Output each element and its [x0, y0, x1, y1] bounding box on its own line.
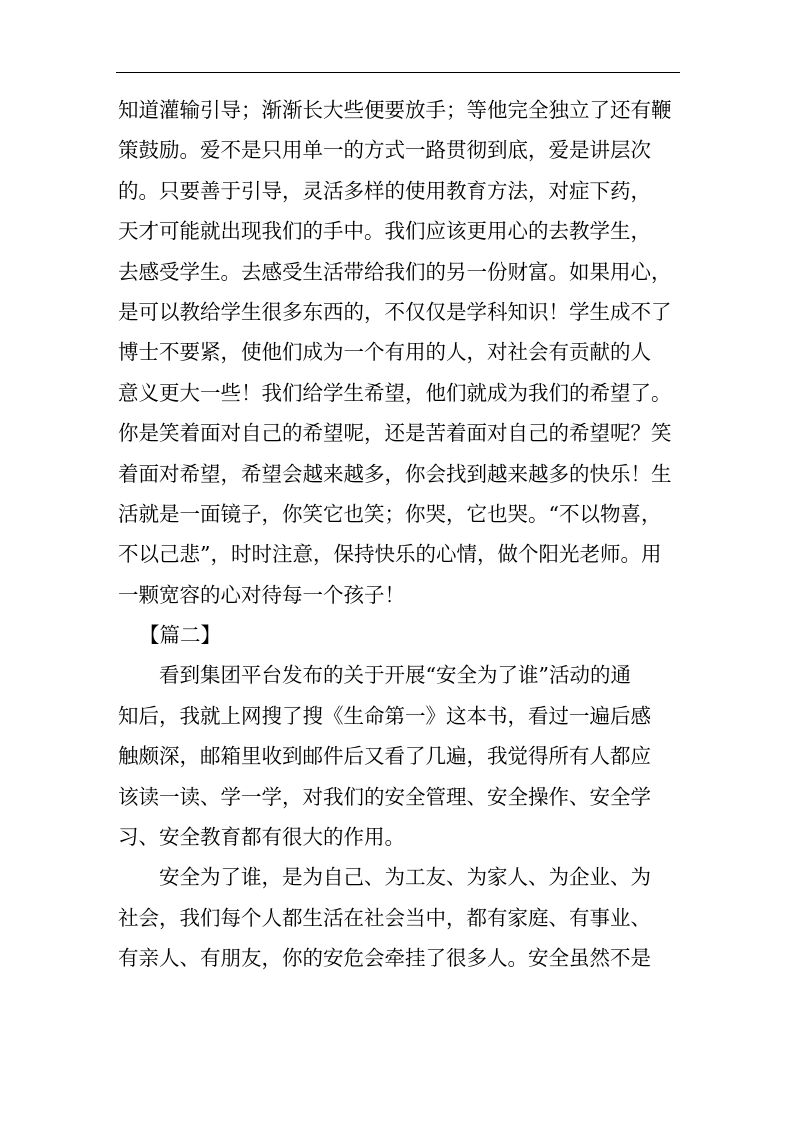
text-line: 习、安全教育都有很大的作用。 — [118, 825, 405, 850]
text-line: 的。只要善于引导，灵活多样的使用教育方法，对症下药， — [118, 178, 651, 203]
text-line: 策鼓励。爱不是只用单一的方式一路贯彻到底，爱是讲层次 — [118, 138, 651, 163]
text-line: 天才可能就出现我们的手中。我们应该更用心的去教学生， — [118, 219, 651, 244]
text-line: 一颗宽容的心对待每一个孩子！ — [118, 582, 405, 607]
text-line: 着面对希望，希望会越来越多，你会找到越来越多的快乐！生 — [118, 461, 672, 486]
text-line: 该读一读、学一学，对我们的安全管理、安全操作、安全学 — [118, 784, 651, 809]
text-line: 看到集团平台发布的关于开展“安全为了谁”活动的通 — [159, 663, 631, 688]
header-rule — [116, 72, 680, 73]
text-line: 安全为了谁，是为自己、为工友、为家人、为企业、为 — [159, 865, 651, 890]
section-heading: 【篇二】 — [139, 623, 221, 648]
document-body — [118, 90, 684, 979]
text-line: 活就是一面镜子，你笑它也笑；你哭，它也哭。“不以物喜， — [118, 501, 662, 526]
text-line: 社会，我们每个人都生活在社会当中，都有家庭、有事业、 — [118, 905, 651, 930]
text-line: 是可以教给学生很多东西的，不仅仅是学科知识！学生成不了 — [118, 299, 672, 324]
text-line: 去感受学生。去感受生活带给我们的另一份财富。如果用心， — [118, 259, 672, 284]
text-line: 知后，我就上网搜了搜《生命第一》这本书，看过一遍后感 — [118, 703, 651, 728]
text-line: 触颇深，邮箱里收到邮件后又看了几遍，我觉得所有人都应 — [118, 744, 651, 769]
text-line: 有亲人、有朋友，你的安危会牵挂了很多人。安全虽然不是 — [118, 946, 651, 971]
text-line: 你是笑着面对自己的希望呢，还是苦着面对自己的希望呢？笑 — [118, 421, 672, 446]
text-line: 知道灌输引导；渐渐长大些便要放手；等他完全独立了还有鞭 — [118, 98, 672, 122]
text-line: 意义更大一些！我们给学生希望，他们就成为我们的希望了。 — [118, 380, 672, 405]
text-line: 不以己悲”，时时注意，保持快乐的心情，做个阳光老师。用 — [118, 542, 662, 567]
text-line: 博士不要紧，使他们成为一个有用的人，对社会有贡献的人 — [118, 340, 651, 365]
